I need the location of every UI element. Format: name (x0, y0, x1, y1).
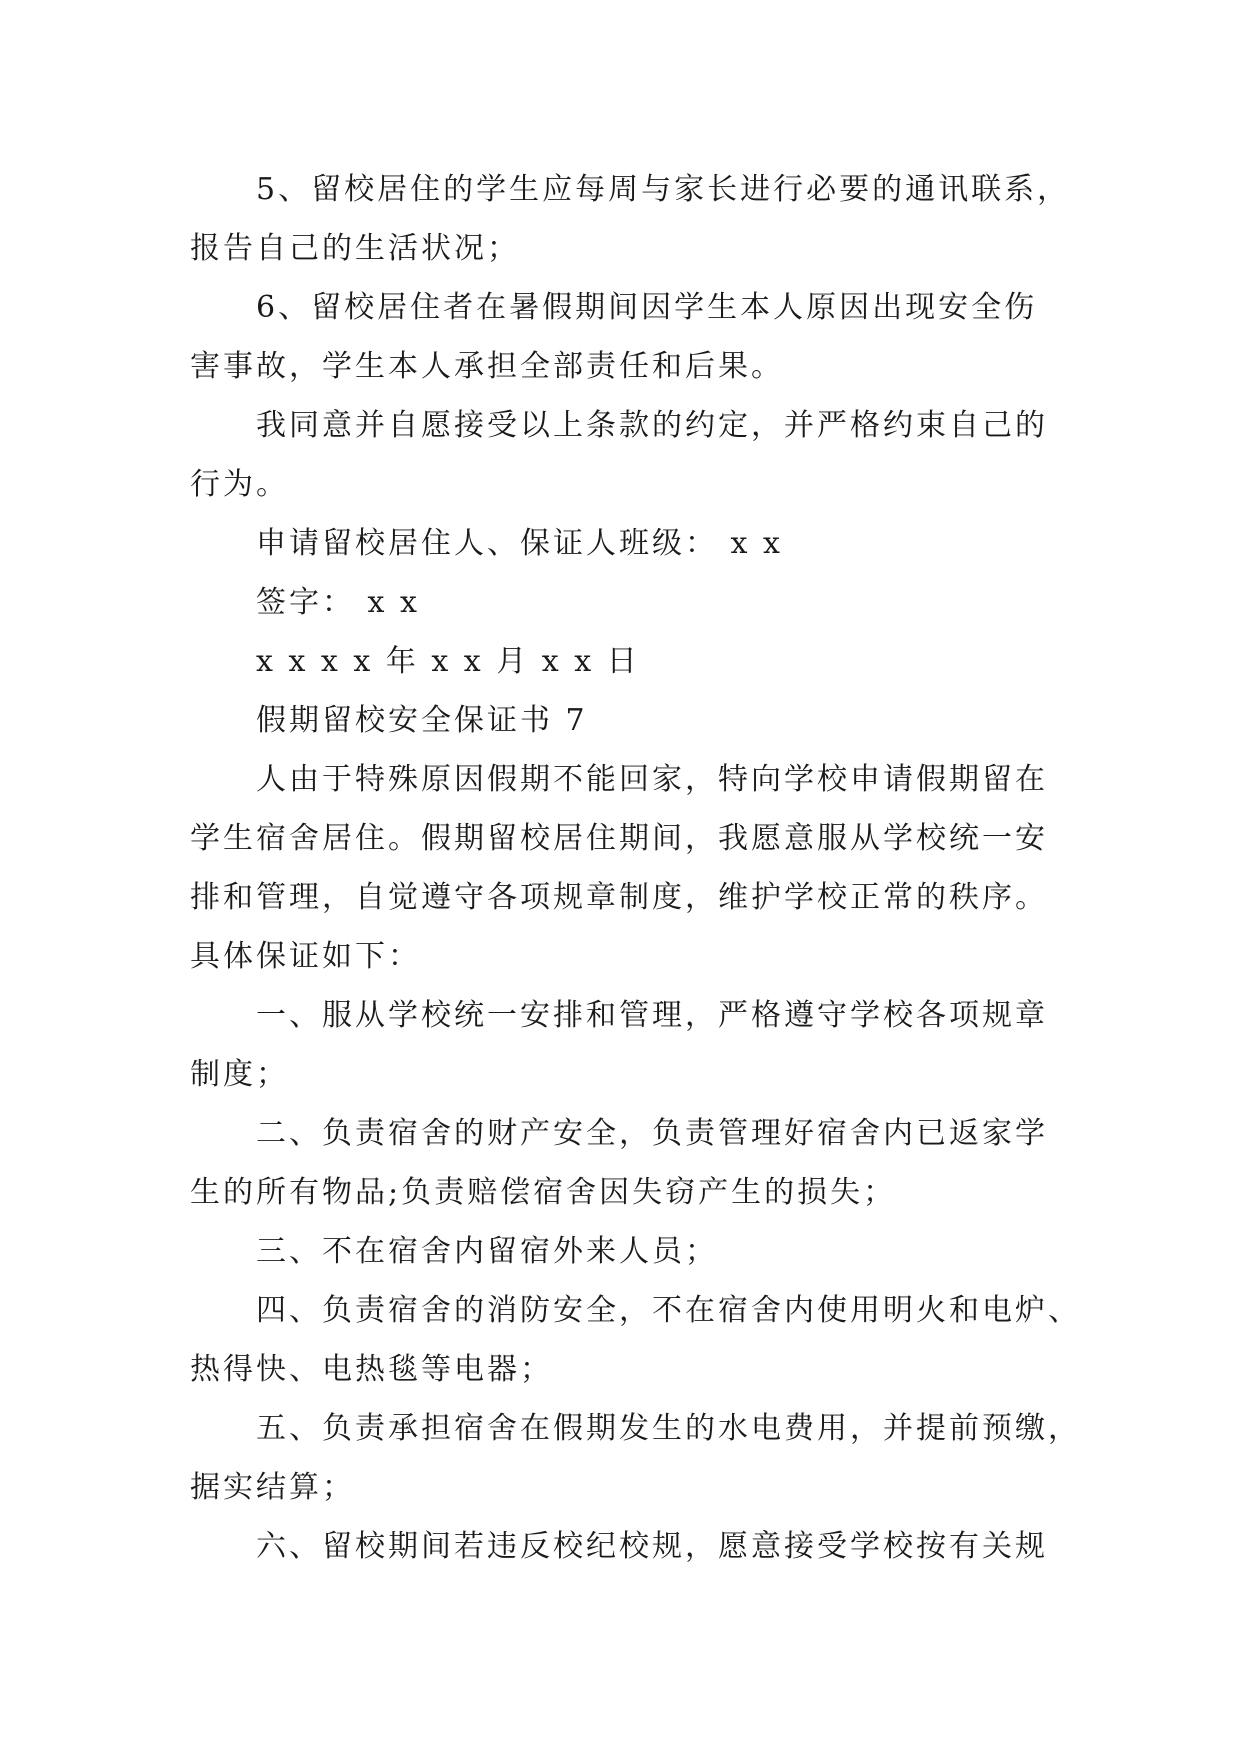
text-line: 四、负责宿舍的消防安全，不在宿舍内使用明火和电炉、 (256, 1293, 1081, 1328)
date-line: x x x x 年 x x 月 x x 日 (256, 644, 640, 679)
text-line: 害事故，学生本人承担全部责任和后果。 (190, 349, 784, 384)
text-line: 行为。 (190, 467, 289, 502)
applicant-class-line: 申请留校居住人、保证人班级： x x (256, 526, 783, 561)
text-line: 学生宿舍居住。假期留校居住期间，我愿意服从学校统一安 (190, 821, 1048, 856)
signature-line: 签字： x x (256, 585, 420, 620)
text-line: 人由于特殊原因假期不能回家，特向学校申请假期留在 (256, 762, 1048, 797)
text-line: 生的所有物品;负责赔偿宿舍因失窃产生的损失； (190, 1175, 897, 1210)
text-line: 热得快、电热毯等电器； (190, 1352, 553, 1387)
text-line: 排和管理，自觉遵守各项规章制度，维护学校正常的秩序。 (190, 880, 1048, 915)
text-line: 一、服从学校统一安排和管理，严格遵守学校各项规章 (256, 998, 1048, 1033)
document-body (190, 160, 1080, 1576)
text-line: 据实结算； (190, 1470, 355, 1505)
text-line: 二、负责宿舍的财产安全，负责管理好宿舍内已返家学 (256, 1116, 1048, 1151)
text-line: 三、不在宿舍内留宿外来人员； (256, 1234, 718, 1269)
text-line: 报告自己的生活状况； (190, 231, 520, 266)
text-line: 具体保证如下： (190, 939, 421, 974)
section-title: 假期留校安全保证书 7 (256, 703, 588, 738)
text-line: 5、留校居住的学生应每周与家长进行必要的通讯联系， (256, 172, 1071, 207)
text-line: 五、负责承担宿舍在假期发生的水电费用，并提前预缴， (256, 1411, 1081, 1446)
text-line: 制度； (190, 1057, 289, 1092)
text-line: 六、留校期间若违反校纪校规，愿意接受学校按有关规 (256, 1529, 1048, 1564)
text-line: 我同意并自愿接受以上条款的约定，并严格约束自己的 (256, 408, 1048, 443)
text-line: 6、留校居住者在暑假期间因学生本人原因出现安全伤 (256, 290, 1038, 325)
